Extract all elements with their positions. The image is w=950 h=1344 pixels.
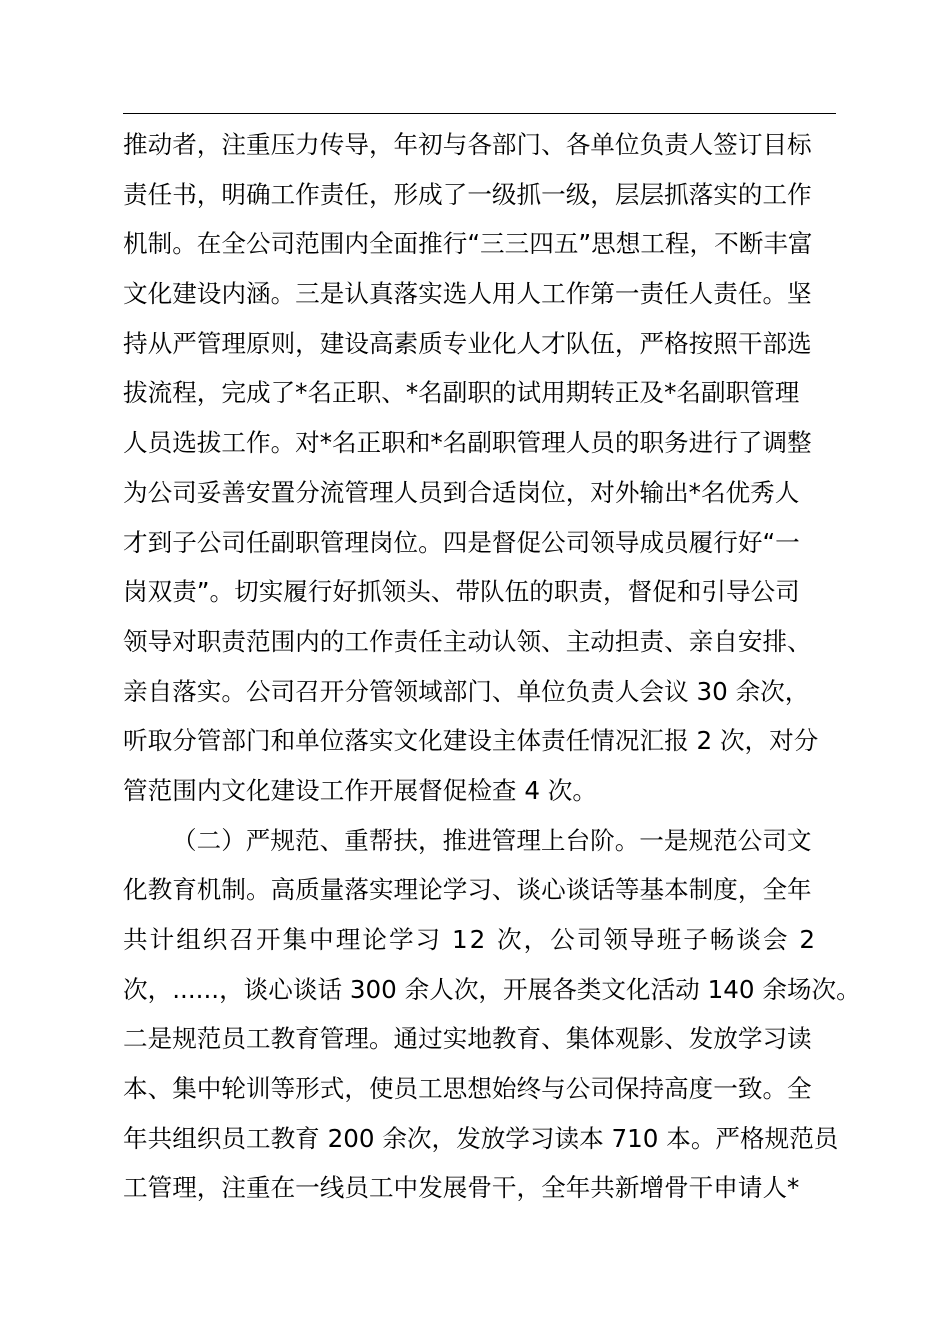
text-line: 化教育机制。高质量落实理论学习、谈心谈话等基本制度，全年 bbox=[123, 875, 812, 905]
text-line: 本、集中轮训等形式，使员工思想始终与公司保持高度一致。全 bbox=[123, 1074, 812, 1104]
text-line: 岗双责”。切实履行好抓领头、带队伍的职责，督促和引导公司 bbox=[123, 577, 800, 607]
text-line: 共计组织召开集中理论学习 12 次，公司领导班子畅谈会 2 bbox=[123, 925, 818, 954]
text-line: 领导对职责范围内的工作责任主动认领、主动担责、亲自安排、 bbox=[123, 626, 812, 656]
text-line: 为公司妥善安置分流管理人员到合适岗位，对外输出*名优秀人 bbox=[123, 477, 800, 507]
text-line: 责任书，明确工作责任，形成了一级抓一级，层层抓落实的工作 bbox=[123, 179, 812, 209]
text-line: 持从严管理原则，建设高素质专业化人才队伍，严格按照干部选 bbox=[123, 328, 812, 358]
text-line: 亲自落实。公司召开分管领域部门、单位负责人会议 30 余次， bbox=[123, 676, 810, 706]
header-rule bbox=[123, 113, 836, 114]
text-line: 次，......，谈心谈话 300 余人次，开展各类文化活动 140 余场次。 bbox=[123, 974, 861, 1004]
text-line: 二是规范员工教育管理。通过实地教育、集体观影、发放学习读 bbox=[123, 1024, 812, 1054]
text-line: 才到子公司任副职管理岗位。四是督促公司领导成员履行好“一 bbox=[123, 527, 800, 557]
text-line: 人员选拔工作。对*名正职和*名副职管理人员的职务进行了调整 bbox=[123, 428, 812, 458]
body-text bbox=[123, 120, 861, 1213]
text-line: 推动者，注重压力传导，年初与各部门、各单位负责人签订目标 bbox=[123, 130, 812, 159]
text-line: 拔流程，完成了*名正职、*名副职的试用期转正及*名副职管理 bbox=[123, 378, 800, 408]
text-line: 机制。在全公司范围内全面推行“三三四五”思想工程，不断丰富 bbox=[123, 229, 813, 259]
text-line: 工管理，注重在一线员工中发展骨干，全年共新增骨干申请人* bbox=[123, 1173, 800, 1203]
text-line: 管范围内文化建设工作开展督促检查 4 次。 bbox=[123, 775, 597, 805]
text-line: （二）严规范、重帮扶，推进管理上台阶。一是规范公司文 bbox=[172, 825, 812, 855]
text-line: 文化建设内涵。三是认真落实选人用人工作第一责任人责任。坚 bbox=[123, 279, 812, 309]
text-line: 年共组织员工教育 200 余次，发放学习读本 710 本。严格规范员 bbox=[123, 1123, 839, 1153]
text-line: 听取分管部门和单位落实文化建设主体责任情况汇报 2 次，对分 bbox=[123, 726, 819, 756]
